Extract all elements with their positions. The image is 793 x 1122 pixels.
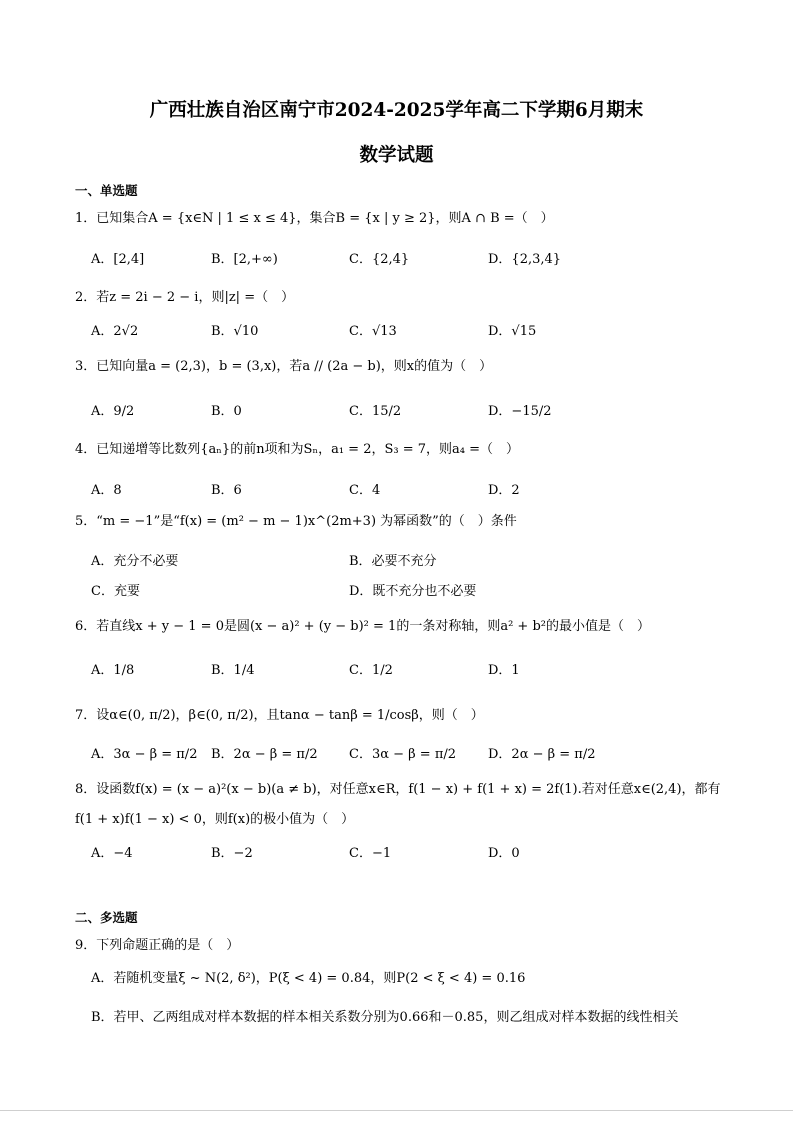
option-d: D．{2,3,4}: [488, 252, 562, 267]
question-2-options: [91, 320, 741, 354]
question-9-option-a: A．若随机变量ξ ~ N(2, δ²)，P(ξ < 4) = 0.84，则P(2 < ξ < 4) = 0.16: [91, 971, 526, 986]
option-b: B．2α − β = π/2: [211, 747, 318, 762]
option-a: A．−4: [91, 846, 133, 861]
question-8-stem: 8．设函数f(x) = (x − a)²(x − b)(a ≠ b)，对任意x∈R，f(1 − x) + f(1 + x) = 2f(1).若对任意x∈(2,4)，都有: [75, 782, 721, 797]
option-d: D．1: [488, 663, 520, 678]
option-d: D．既不充分也不必要: [349, 584, 477, 599]
question-6-options: [91, 659, 741, 693]
option-d: D．√15: [488, 324, 537, 339]
question-4-options: [91, 479, 741, 513]
question-3-options: [91, 400, 741, 434]
option-c: C．−1: [349, 846, 392, 861]
option-b: B．必要不充分: [349, 554, 437, 569]
option-c: C．1/2: [349, 663, 393, 678]
question-7-options: [91, 743, 741, 777]
question-7-stem: 7．设α∈(0, π/2)，β∈(0, π/2)，且tanα − tanβ = 1/cosβ，则（ ）: [75, 708, 484, 723]
option-d: D．2: [488, 483, 520, 498]
option-c: C．充要: [91, 584, 140, 599]
section-multiple-choice: 二、多选题: [75, 910, 138, 925]
question-2-stem: 2．若z = 2i − 2 − i，则|z| =（ ）: [75, 290, 295, 305]
section-single-choice: 一、单选题: [75, 183, 138, 198]
option-a: A．1/8: [91, 663, 135, 678]
question-3-stem: 3．已知向量a = (2,3)，b = (3,x)，若a // (2a − b)，则x的值为（ ）: [75, 359, 493, 374]
option-d: D．2α − β = π/2: [488, 747, 596, 762]
question-5-stem: 5．“m = −1”是“f(x) = (m² − m − 1)x^(2m+3) 为幂函数”的（ ）条件: [75, 514, 517, 529]
option-c: C．15/2: [349, 404, 402, 419]
page-bottom-divider: [0, 1110, 793, 1111]
question-9-option-b: B．若甲、乙两组成对样本数据的样本相关系数分别为0.66和－0.85，则乙组成对样本数据的线性相关: [91, 1010, 679, 1025]
option-d: D．0: [488, 846, 520, 861]
option-d: D．−15/2: [488, 404, 552, 419]
question-5-options-row2: [91, 580, 741, 614]
exam-subject: 数学试题: [359, 145, 434, 166]
option-c: C．{2,4}: [349, 252, 410, 267]
option-a: A．9/2: [91, 404, 135, 419]
option-b: B．[2,+∞): [211, 252, 278, 267]
option-c: C．3α − β = π/2: [349, 747, 457, 762]
question-8-options: [91, 842, 741, 876]
option-a: A．3α − β = π/2: [91, 747, 198, 762]
question-1-options: [91, 248, 741, 282]
option-b: B．0: [211, 404, 242, 419]
question-8-stem-continued: f(1 + x)f(1 − x) < 0，则f(x)的极小值为（ ）: [75, 812, 355, 827]
question-5-options-row1: [91, 550, 741, 584]
option-b: B．1/4: [211, 663, 255, 678]
option-a: A．2√2: [91, 324, 139, 339]
option-a: A．8: [91, 483, 122, 498]
exam-title: 广西壮族自治区南宁市2024-2025学年高二下学期6月期末: [149, 100, 644, 121]
option-a: A．充分不必要: [91, 554, 179, 569]
option-b: B．√10: [211, 324, 259, 339]
question-4-stem: 4．已知递增等比数列{aₙ}的前n项和为Sₙ，a₁ = 2，S₃ = 7，则a₄ =（ ）: [75, 442, 520, 457]
question-1-stem: 1．已知集合A = {x∈N | 1 ≤ x ≤ 4}，集合B = {x | y ≥ 2}，则A ∩ B =（ ）: [75, 211, 554, 226]
option-b: B．6: [211, 483, 242, 498]
option-c: C．4: [349, 483, 381, 498]
option-b: B．−2: [211, 846, 253, 861]
option-a: A．[2,4]: [91, 252, 145, 267]
option-c: C．√13: [349, 324, 397, 339]
question-9-stem: 9．下列命题正确的是（ ）: [75, 938, 240, 953]
question-6-stem: 6．若直线x + y − 1 = 0是圆(x − a)² + (y − b)² = 1的一条对称轴，则a² + b²的最小值是（ ）: [75, 619, 650, 634]
